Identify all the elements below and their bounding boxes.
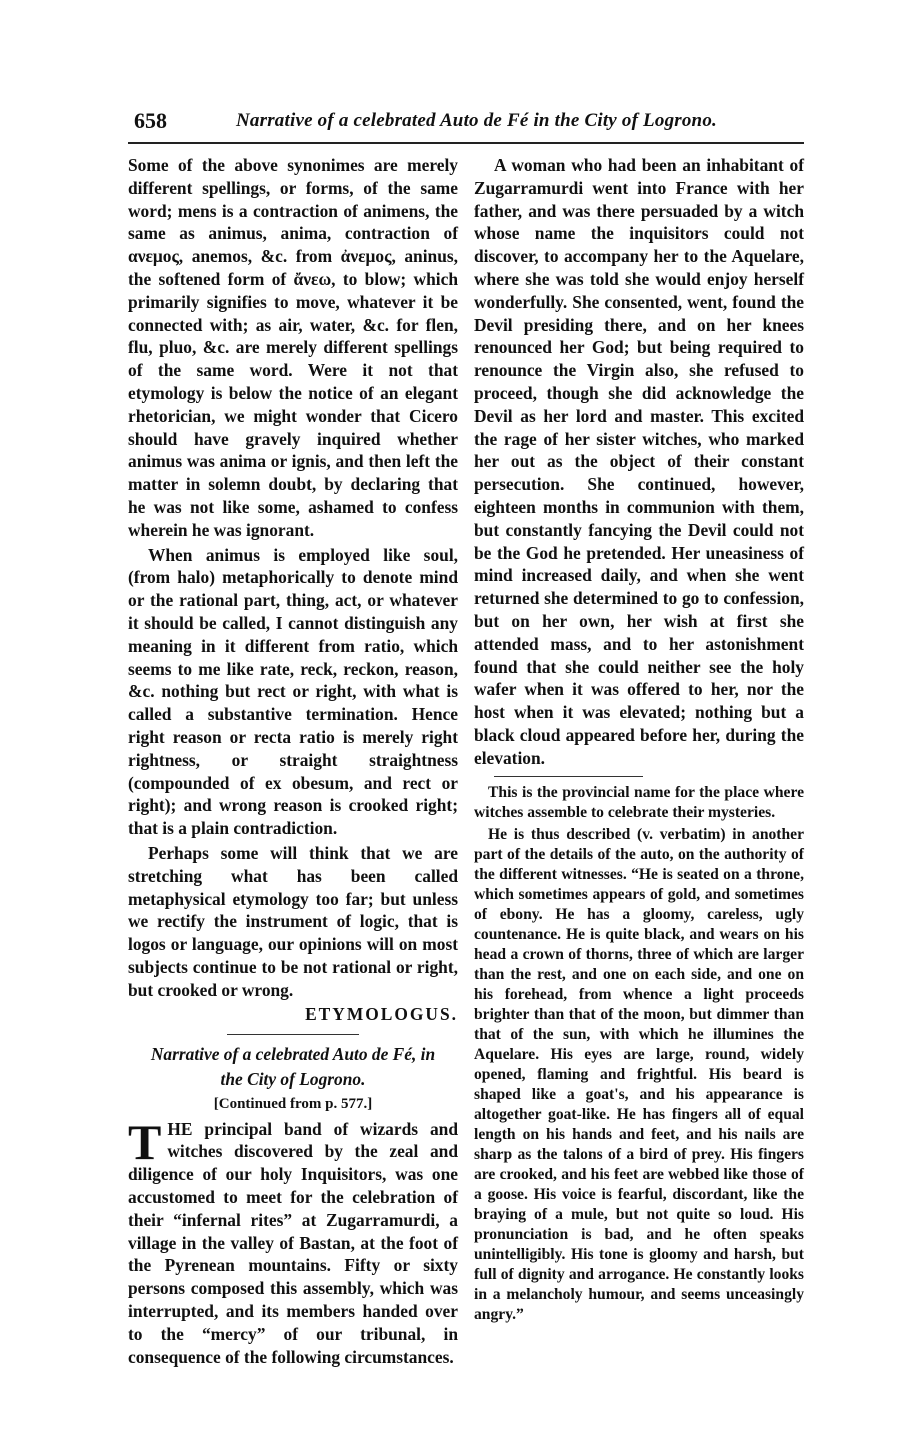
right-paragraph-1: A woman who had been an inhabitant of Zugarramurdi went into France with her father, and was there persuaded by a witch whose name the inquisitors could not discover, to accompany her to the Aquelare, where she was told she would enjoy herself wonderfully. She consented, went, found the Devil presiding there, and on her knees renounced her God; but being required to renounce the Virgin also, she refused to proceed, though she did acknowledge the Devil as her lord and master. This excited the rage of her sister witches, who marked her out as the object of their constant persecution. She continued, however, eighteen months in communion with them, but constantly fancying the Devil could not be the God he pretended. Her uneasiness of mind increased daily, and when she went returned she determined to go to confession, but on her own, her wish at first she attended mass, and to her astonishment found that she could neither see the holy wafer when it was offered to her, nor the host when it was elevated; nothing but a black cloud appeared before her, during the elevation. — [474, 155, 804, 768]
article-title: Narrative of a celebrated Auto de Fé, in — [150, 1044, 436, 1065]
article-subtitle: the City of Logrono. — [220, 1069, 366, 1090]
section-divider — [227, 1034, 359, 1035]
page-number: 658 — [134, 108, 167, 133]
footnote-2: He is thus described (v. verbatim) in another part of the details of the auto, on the authority of the different witnesses. “He is seated on a throne, which sometimes appears of gold, and sometimes of ebony. He has a gloomy, careless, ugly countenance. He is quite black, and wears on his head a crown of thorns, three of which are larger than the rest, and one on each side, and one on his forehead, from whence a light proceeds brighter than that of the moon, but dimmer than that of the sun, with which he illumines the Aquelare. His eyes are large, round, widely opened, flaming and frightful. His beard is shaped like a goat's, and his appearance is altogether goat-like. He has fingers all of equal length on his hands and feet, and his nails are sharp as the talons of a bird of prey. His fingers are crooked, and his feet are webbed like those of a goose. His voice is fearful, discordant, like the braying of a mule, but not quite so loud. His pronunciation is bad, and he often speaks unintelligibly. His tone is gloomy and harsh, but full of dignity and arrogance. He constantly looks in a melancholy humour, and seems unceasingly angry.” — [474, 825, 804, 1323]
article-opening-text: HE principal band of wizards and witches discovered by the zeal and diligence of our holy Inquisitors, was one accustomed to meet for the celebration of their “infernal rites” at Zugarramurdi, a village in the valley of Bastan, at the foot of the Pyrenean mountains. Fifty or sixty persons composed this assembly, which was interrupted, and its members handed over to the “mercy” of our tribunal, in consequence of the following circumstances. — [128, 1118, 458, 1367]
page — [128, 100, 804, 1390]
left-paragraph-1: Some of the above synonimes are merely different spellings, or forms, of the same word; mens is a contraction of animens, the same as animus, anima, contraction of ανεμος, anemos, &c. from ἀνεμος, aninus, the softened form of ἄνεω, to blow; which primarily signifies to move, whatever it be connected with; as air, water, &c. for flen, flu, pluo, &c. are merely different spellings of the same word. Were it not that etymology is below the notice of an elegant rhetorician, we might wonder that Cicero should have gravely inquired whether animus was anima or ignis, and then left the matter in solemn doubt, by declaring that he was not like some, ashamed to confess wherein he was ignorant. — [128, 155, 458, 540]
text-columns — [128, 154, 804, 1390]
right-column — [474, 154, 804, 1390]
running-title: Narrative of a celebrated Auto de Fé in the City of Logrono. — [236, 110, 717, 131]
article-opening-paragraph — [128, 1113, 458, 1369]
continued-note: [Continued from p. 577.] — [213, 1095, 373, 1112]
footnote-1: This is the provincial name for the place where witches assemble to celebrate their mysteries. — [474, 783, 804, 821]
left-paragraph-2: When animus is employed like soul, (from halo) metaphorically to denote mind or the rational part, thing, act, or whatever it should be called, I cannot distinguish any meaning in it different from ratio, which seems to me like rate, reck, reckon, reason, &c. nothing but rect or right, with what is called a substantive termination. Hence right reason or recta ratio is merely right rightness, or straight straightness (compounded of ex obesum, and rect or right); and wrong reason is crooked right; that is a plain contradiction. — [128, 544, 458, 839]
footnotes — [474, 783, 804, 1325]
drop-cap: T — [128, 1113, 162, 1170]
left-paragraph-3: Perhaps some will think that we are stretching what has been called metaphysical etymology too far; but unless we rectify the instrument of logic, that is logos or language, our opinions will on most subjects continue to be not rational or right, but crooked or wrong. — [128, 842, 458, 1000]
footnote-divider — [494, 776, 643, 777]
page-header — [128, 100, 804, 144]
signature: ETYMOLOGUS. — [305, 1004, 458, 1025]
left-column — [128, 154, 458, 1390]
